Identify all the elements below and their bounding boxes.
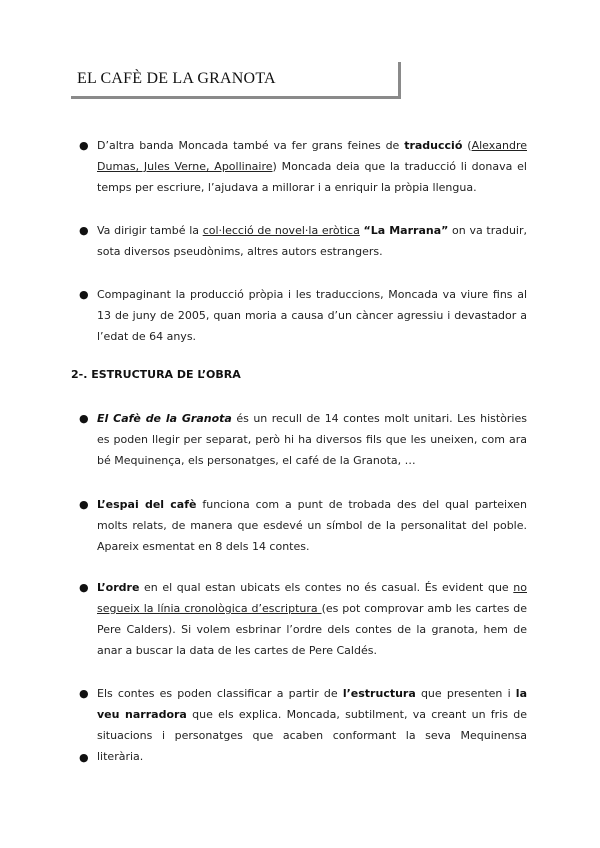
translated-authors: Alexandre Dumas, Jules Verne, Apollinaire <box>97 139 527 173</box>
paragraph-collection: Va dirigir també la col·lecció de novel·la eròtica “La Marrana” on va traduir, sota diversos pseudònims, altres autors estrangers. <box>97 224 527 258</box>
term-ordre: L’ordre <box>97 581 140 594</box>
paragraph-death: Compaginant la producció pròpia i les traduccions, Moncada va viure fins al 13 de juny de 2005, quan moria a causa d’un càncer agressiu i devastador a l’edat de 64 anys. <box>97 288 527 343</box>
section-title: 2-. ESTRUCTURA DE L’OBRA <box>71 368 241 381</box>
bullet-icon: ● <box>79 581 89 594</box>
book-title: El Cafè de la Granota <box>97 412 232 425</box>
chronology-note: no segueix la línia cronològica d’escriptura <box>97 581 527 615</box>
term-veu-narradora: la veu narradora <box>97 687 527 721</box>
bullet-icon: ● <box>79 498 89 511</box>
bullet-icon: ● <box>79 288 89 301</box>
bullet-icon: ● <box>79 751 89 764</box>
document-header <box>71 62 401 99</box>
paragraph-cafe-space: L’espai del cafè funciona com a punt de trobada des del qual parteixen molts relats, de manera que esdevé un símbol de la personalitat del poble. Apareix esmentat en 8 dels 14 contes. <box>97 498 528 553</box>
paragraph-translation: D’altra banda Moncada també va fer grans feines de traducció (Alexandre Dumas, Jules Verne, Apollinaire) Moncada deia que la traducció li donava el temps per escriure, l’ajudava a millorar i a enriquir la pròpia llengua. <box>97 139 527 194</box>
bullet-icon: ● <box>79 139 89 152</box>
paragraph-structure: Els contes es poden classificar a partir de l’estructura que presenten i la veu narradora que els explica. Moncada, subtilment, va creant un fris de situacions i personatges que acaben conformant la seva Mequinensa literària. <box>97 687 527 763</box>
term-la-marrana: “La Marrana” <box>363 224 449 237</box>
page-title: EL CAFÈ DE LA GRANOTA <box>77 70 276 87</box>
term-traduccio: traducció <box>404 139 463 152</box>
term-estructura: l’estructura <box>342 687 416 700</box>
paragraph-book: El Cafè de la Granota és un recull de 14 contes molt unitari. Les històries es poden llegir per separat, però hi ha diversos fils que les uneixen, com ara bé Mequinença, els personatges, el café de la Granota, … <box>97 412 527 467</box>
term-espai-cafe: L’espai del cafè <box>97 498 197 511</box>
bullet-icon: ● <box>79 412 89 425</box>
paragraph-order: L’ordre en el qual estan ubicats els contes no és casual. És evident que no segueix la línia cronològica d’escriptura (es pot comprovar amb les cartes de Pere Calders). Si volem esbrinar l’ordre dels contes de la granota, hem de anar a buscar la data de les cartes de Pere Caldés. <box>97 581 527 657</box>
bullet-icon: ● <box>79 224 89 237</box>
bullet-icon: ● <box>79 687 89 700</box>
collection-name: col·lecció de novel·la eròtica <box>202 224 360 237</box>
header-divider <box>398 62 401 96</box>
